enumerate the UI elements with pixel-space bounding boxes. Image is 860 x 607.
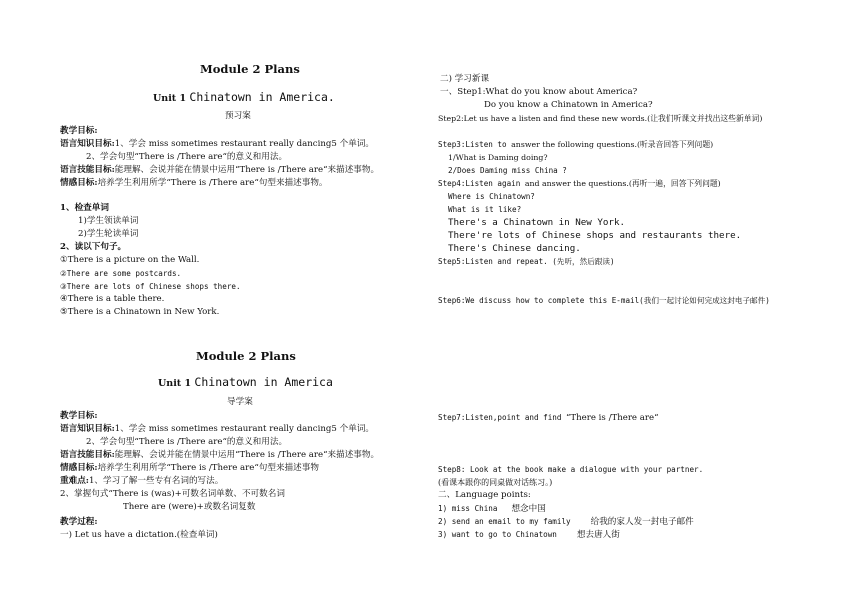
step1-line-b: Do you know a Chinatown in America?: [484, 100, 653, 110]
step5: Step5:Listen and repeat. (先听，然后跟读): [438, 257, 615, 266]
step8: Step8: Look at the book make a dialogue with your partner.: [438, 465, 704, 474]
key-points-2: 2、掌握句式“There is (was)+可数名词单数、不可数名词: [60, 489, 285, 499]
step2: Step2:Let us have a listen and find these new words.(让我们听课文并找出这些新单词): [438, 114, 763, 123]
step1-line-a: 一、Step1:What do you know about America?: [440, 87, 638, 97]
guide-lang-knowledge-goal-2: 2、学会句型“There is /There are“的意义和用法。: [86, 437, 288, 447]
step3: Step3:Listen to answer the following questions.(听录音回答下列问题): [438, 140, 714, 149]
language-point-1: 1) miss China 想念中国: [438, 504, 546, 514]
guide-subtitle: 导学案: [227, 397, 253, 407]
guide-skill-goal: 语言技能目标:能理解、会说并能在情景中运用“There is /There are“来描述事物。: [60, 450, 380, 460]
guide-goals-label: 教学目标:: [60, 411, 98, 421]
preview-unit-title: Unit 1 Chinatown in America.: [153, 90, 335, 104]
lang-knowledge-goal: 语言知识目标:1、学会 miss sometimes restaurant really dancing5 个单词。: [60, 139, 374, 149]
guide-module-title: Module 2 Plans: [196, 349, 296, 363]
question-1: 1/What is Daming doing?: [448, 153, 548, 162]
step8-chinese: (看课本跟你的同桌做对话练习。): [438, 478, 553, 487]
process-label: 教学过程:: [60, 517, 98, 527]
sentence-5: ⑤There is a Chinatown in New York.: [60, 307, 220, 317]
preview-module-title: Module 2 Plans: [200, 62, 300, 76]
key-points: 重难点:1、学习了解一些专有名词的写法。: [60, 476, 224, 486]
read-words-1: 1)学生领读单词: [78, 216, 139, 226]
sentence-3: ③There are lots of Chinese shops there.: [60, 282, 241, 291]
guide-unit-title: Unit 1 Chinatown in America: [158, 375, 333, 389]
guide-lang-knowledge-goal: 语言知识目标:1、学会 miss sometimes restaurant really dancing5 个单词。: [60, 424, 374, 434]
read-sentences-heading: 2、读以下句子。: [60, 242, 127, 252]
answer-3: There's Chinese dancing.: [448, 243, 581, 254]
question-3: Where is Chinatown?: [448, 192, 535, 201]
answer-1: There's a Chinatown in New York.: [448, 217, 626, 228]
key-points-3: There are (were)+或数名词复数: [123, 502, 256, 512]
preview-subtitle: 预习案: [225, 111, 251, 121]
sentence-1: ①There is a picture on the Wall.: [60, 255, 200, 265]
question-4: What is it like?: [448, 205, 522, 214]
guide-emotion-goal: 情感目标:培养学生利用所学“There is /There are“句型来描述事物: [60, 463, 319, 473]
step7: Step7:Listen,point and find “There is /There are“: [438, 413, 659, 423]
new-lesson-heading: 二) 学习新课: [440, 74, 490, 84]
skill-goal: 语言技能目标:能理解、会说并能在情景中运用“There is /There are“来描述事物。: [60, 165, 380, 175]
language-points-heading: 二、Language points:: [438, 490, 531, 500]
answer-2: There're lots of Chinese shops and restaurants there.: [448, 230, 742, 241]
process-step-1: 一) Let us have a dictation.(检查单词): [60, 530, 218, 540]
question-2: 2/Does Daming miss China ?: [448, 166, 567, 175]
sentence-4: ④There is a table there.: [60, 294, 165, 304]
read-words-2: 2)学生轮读单词: [78, 229, 139, 239]
language-point-2: 2) send an email to my family 给我的家人发一封电子邮件: [438, 517, 694, 527]
lang-knowledge-goal-2: 2、学会句型“There is /There are“的意义和用法。: [86, 152, 288, 162]
step6: Step6:We discuss how to complete this E-mail(我们一起讨论如何完成这封电子邮件): [438, 296, 770, 305]
check-words-heading: 1、检查单词: [60, 203, 109, 213]
sentence-2: ②There are some postcards.: [60, 269, 182, 278]
language-point-3: 3) want to go to Chinatown 想去唐人街: [438, 530, 620, 540]
step4: Step4:Listen again and answer the questions.(再听一遍，回答下列问题): [438, 179, 721, 188]
emotion-goal: 情感目标:培养学生利用所学“There is /There are“句型来描述事物。: [60, 178, 328, 188]
goals-label: 教学目标:: [60, 126, 98, 136]
